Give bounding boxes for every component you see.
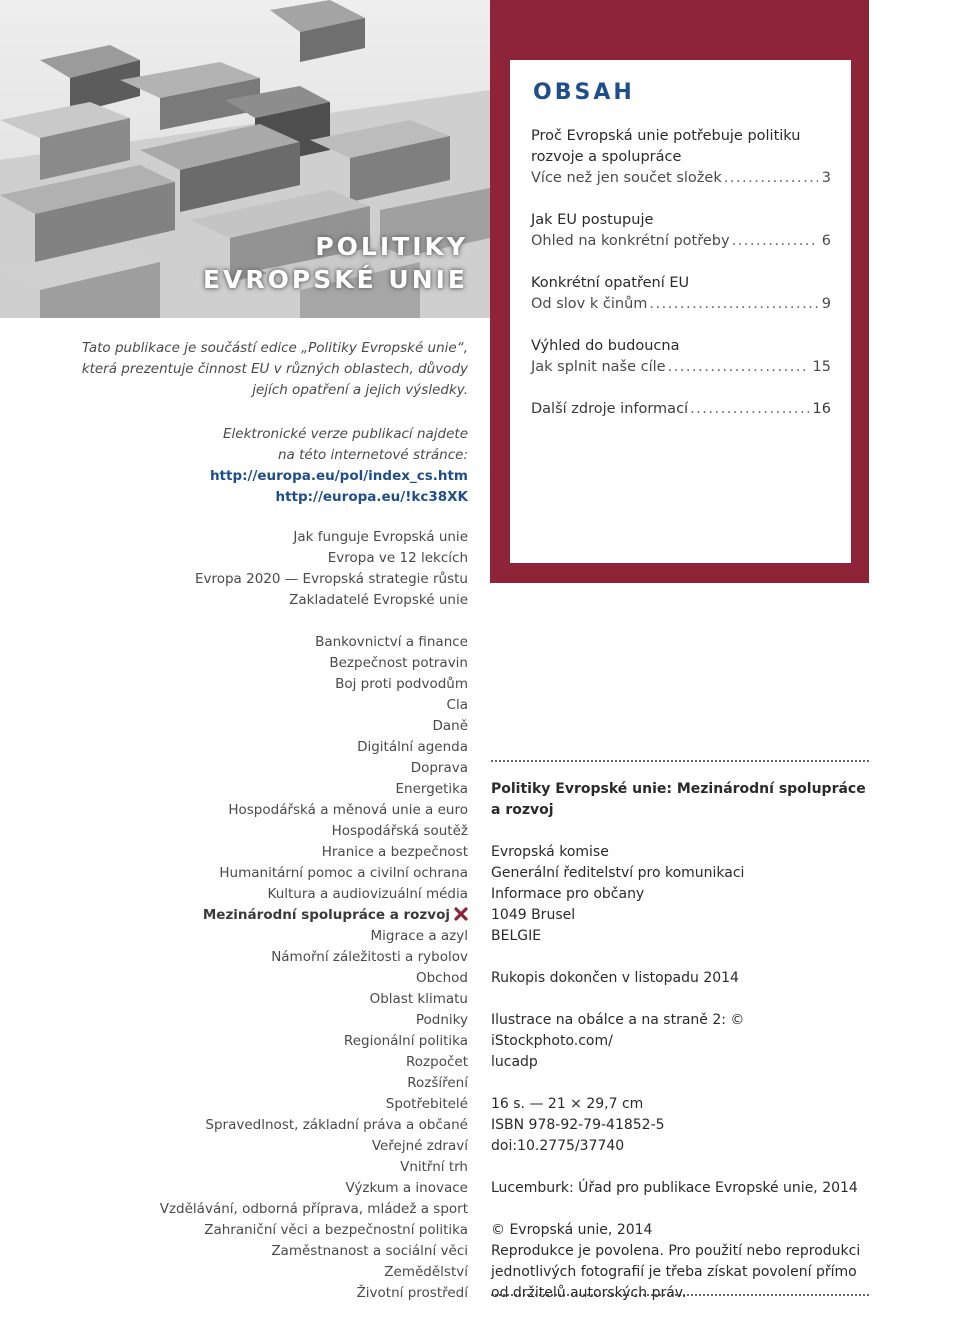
toc-page-number: 9 xyxy=(821,296,831,312)
toc-page-number: 6 xyxy=(821,233,831,249)
topic-item: Daně xyxy=(432,718,468,734)
toc-entry-label: Další zdroje informací xyxy=(531,401,689,417)
toc-page-number: 3 xyxy=(821,170,831,186)
cross-mark-icon xyxy=(454,907,468,921)
spec-line: ISBN 978-92-79-41852-5 xyxy=(491,1117,665,1133)
topic-item: Rozšíření xyxy=(407,1075,468,1091)
toc-section[interactable] xyxy=(531,399,831,420)
topic-current-label: Mezinárodní spolupráce a rozvoj xyxy=(202,907,450,923)
topic-item: Hospodářská a měnová unie a euro xyxy=(228,802,468,818)
address-line: BELGIE xyxy=(491,928,542,944)
toc-leader-dots xyxy=(730,231,818,252)
topic-item: Bezpečnost potravin xyxy=(329,655,468,671)
imprint-illustration-credit xyxy=(491,1010,869,1073)
toc-entry xyxy=(531,294,831,315)
topic-item: Kultura a audiovizuální média xyxy=(267,886,468,902)
toc-section[interactable] xyxy=(531,210,831,252)
credit-line: lucadp xyxy=(491,1054,538,1070)
toc-leader-dots xyxy=(688,399,808,420)
toc-section-heading: Jak EU postupuje xyxy=(531,212,654,228)
intro-paragraph xyxy=(68,338,468,401)
series-list xyxy=(48,527,468,611)
address-line: 1049 Brusel xyxy=(491,907,576,923)
cover-title-line-1: POLITIKY xyxy=(315,232,468,261)
toc-section-heading: Konkrétní opatření EU xyxy=(531,275,690,291)
link-europa-pol[interactable]: http://europa.eu/pol/index_cs.htm xyxy=(209,468,468,484)
toc-section-heading: rozvoje a spolupráce xyxy=(531,149,682,165)
topic-item: Výzkum a inovace xyxy=(345,1180,468,1196)
series-item: Evropa 2020 — Evropská strategie růstu xyxy=(194,571,468,587)
cover-illustration xyxy=(0,0,490,318)
topic-item: Vzdělávání, odborná příprava, mládež a sport xyxy=(159,1201,468,1217)
topic-item: Digitální agenda xyxy=(357,739,468,755)
toc-entry-label: Od slov k činům xyxy=(531,296,648,312)
spec-line: doi:10.2775/37740 xyxy=(491,1138,625,1154)
imprint-title-line: Politiky Evropské unie: Mezinárodní spolupráce xyxy=(491,781,866,797)
table-of-contents xyxy=(531,126,831,441)
imprint-publisher: Lucemburk: Úřad pro publikace Evropské unie, 2014 xyxy=(491,1180,858,1196)
toc-section[interactable] xyxy=(531,273,831,315)
web-note-line: na této internetové stránce: xyxy=(277,447,468,463)
topic-item: Zemědělství xyxy=(384,1264,468,1280)
topic-item: Migrace a azyl xyxy=(370,928,468,944)
topic-item: Cla xyxy=(446,697,468,713)
imprint xyxy=(491,779,869,1325)
web-versions-note xyxy=(68,424,468,508)
toc-entry xyxy=(531,357,831,378)
series-item: Jak funguje Evropská unie xyxy=(293,529,468,545)
topic-item: Spotřebitelé xyxy=(385,1096,468,1112)
topic-item: Boj proti podvodům xyxy=(335,676,468,692)
series-item: Zakladatelé Evropské unie xyxy=(289,592,468,608)
topic-item: Zahraniční věci a bezpečnostní politika xyxy=(204,1222,468,1238)
toc-section[interactable] xyxy=(531,126,831,189)
topic-item: Hranice a bezpečnost xyxy=(321,844,468,860)
topic-item: Veřejné zdraví xyxy=(371,1138,468,1154)
address-line: Informace pro občany xyxy=(491,886,645,902)
toc-page-number: 15 xyxy=(812,359,831,375)
toc-entry xyxy=(531,231,831,252)
toc-entry-label: Jak splnit naše cíle xyxy=(531,359,666,375)
toc-page-number: 16 xyxy=(812,401,831,417)
topic-item: Podniky xyxy=(415,1012,468,1028)
toc-section[interactable] xyxy=(531,336,831,378)
toc-entry-label: Ohled na konkrétní potřeby xyxy=(531,233,730,249)
copyright-line: © Evropská unie, 2014 xyxy=(491,1222,653,1238)
toc-leader-dots xyxy=(722,168,818,189)
toc-leader-dots xyxy=(666,357,809,378)
series-item: Evropa ve 12 lekcích xyxy=(327,550,468,566)
topic-item: Rozpočet xyxy=(406,1054,468,1070)
toc-section-heading: Výhled do budoucna xyxy=(531,338,680,354)
toc-leader-dots xyxy=(647,294,817,315)
topic-item: Oblast klimatu xyxy=(369,991,468,1007)
cover-title-line-2: EVROPSKÉ UNIE xyxy=(202,265,468,294)
toc-entry-label: Více než jen součet složek xyxy=(531,170,722,186)
toc-section-heading: Proč Evropská unie potřebuje politiku xyxy=(531,128,801,144)
topic-item-current xyxy=(8,905,468,926)
topic-item: Obchod xyxy=(415,970,468,986)
imprint-specs xyxy=(491,1094,869,1157)
address-line: Evropská komise xyxy=(491,844,609,860)
copyright-line: Reprodukce je povolena. Pro použití nebo reprodukci xyxy=(491,1243,861,1259)
link-europa-short[interactable]: http://europa.eu/!kc38XK xyxy=(275,489,468,505)
topic-item: Hospodářská soutěž xyxy=(331,823,468,839)
topic-item: Humanitární pomoc a civilní ochrana xyxy=(219,865,468,881)
topic-item: Doprava xyxy=(410,760,468,776)
imprint-completed: Rukopis dokončen v listopadu 2014 xyxy=(491,970,739,986)
intro-line: Tato publikace je součástí edice „Politiky Evropské unie“, xyxy=(82,340,468,356)
copyright-line: od držitelů autorských práv. xyxy=(491,1285,687,1301)
copyright-line: jednotlivých fotografií je třeba získat povolení přímo xyxy=(491,1264,857,1280)
toc-title: OBSAH xyxy=(533,80,635,105)
topics-list xyxy=(8,632,468,1304)
topic-item: Zaměstnanost a sociální věci xyxy=(271,1243,468,1259)
address-line: Generální ředitelství pro komunikaci xyxy=(491,865,745,881)
intro-line: jejích opatření a jejich výsledky. xyxy=(252,382,468,398)
spec-line: 16 s. — 21 × 29,7 cm xyxy=(491,1096,644,1112)
web-note-line: Elektronické verze publikací najdete xyxy=(223,426,468,442)
imprint-title-line: a rozvoj xyxy=(491,802,554,818)
credit-line: Ilustrace na obálce a na straně 2: © iStockphoto.com/ xyxy=(491,1012,745,1049)
topic-item: Životní prostředí xyxy=(356,1285,468,1301)
toc-entry xyxy=(531,399,831,420)
topic-item: Bankovnictví a finance xyxy=(315,634,468,650)
imprint-address xyxy=(491,842,869,947)
intro-line: která prezentuje činnost EU v různých oblastech, důvody xyxy=(81,361,468,377)
topic-item: Vnitřní trh xyxy=(400,1159,468,1175)
topic-item: Námořní záležitosti a rybolov xyxy=(271,949,468,965)
topic-item: Energetika xyxy=(395,781,468,797)
toc-entry xyxy=(531,168,831,189)
imprint-copyright xyxy=(491,1220,869,1304)
topic-item: Regionální politika xyxy=(343,1033,468,1049)
imprint-title xyxy=(491,779,869,821)
topic-item: Spravedlnost, základní práva a občané xyxy=(205,1117,468,1133)
